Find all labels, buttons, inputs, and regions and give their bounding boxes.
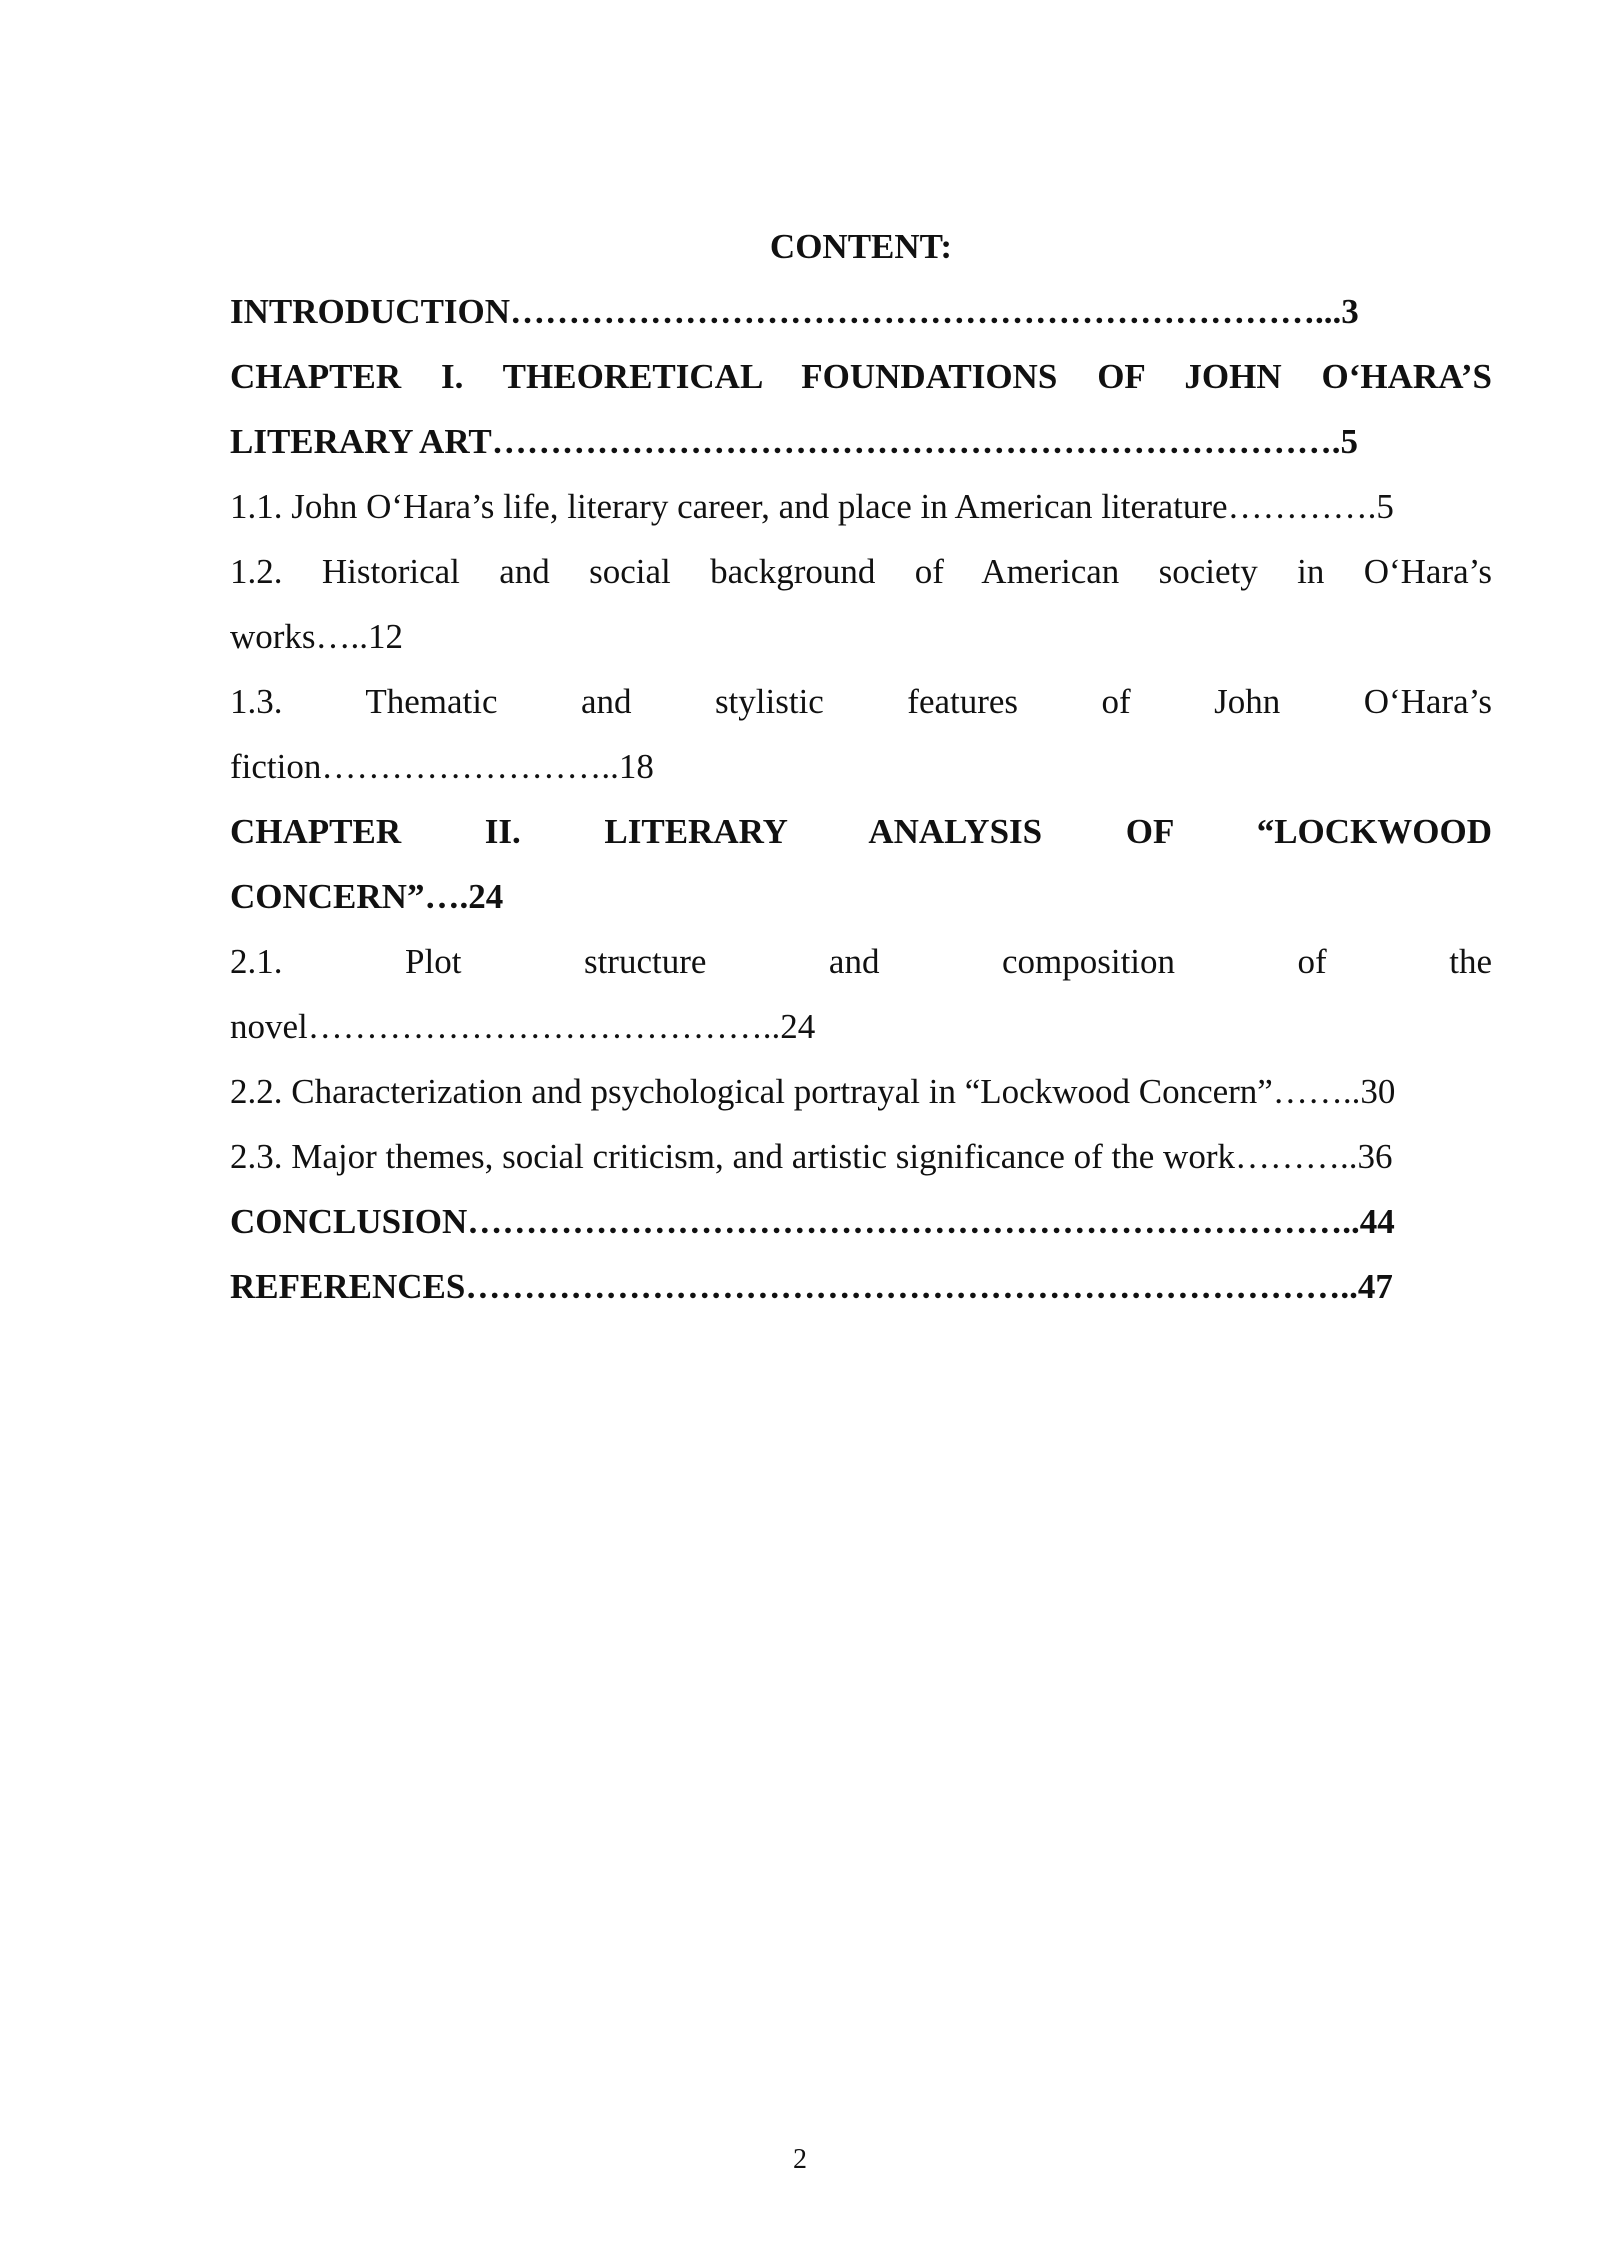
toc-entry-introduction: INTRODUCTION……………………………………………………………...3	[230, 292, 1359, 331]
toc-entry-references: REFERENCES…………………………………………………………………..47	[230, 1267, 1393, 1306]
table-of-contents	[230, 214, 1492, 1319]
toc-entry-2-3: 2.3. Major themes, social criticism, and artistic significance of the work………..36	[230, 1137, 1393, 1176]
toc-entry-2-1: 2.1. Plot structure and composition of the	[230, 942, 1492, 981]
toc-entry-chapter-2-heading: CHAPTER II. LITERARY ANALYSIS OF “LOCKWOOD	[230, 812, 1492, 851]
toc-entry-1-1: 1.1. John O‘Hara’s life, literary career, and place in American literature………….5	[230, 487, 1394, 526]
toc-entry-2-1-cont: novel…………………………………..24	[230, 1007, 816, 1046]
toc-entry-chapter-1-heading: CHAPTER I. THEORETICAL FOUNDATIONS OF JOHN O‘HARA’S	[230, 357, 1492, 396]
toc-entry-1-3: 1.3. Thematic and stylistic features of John O‘Hara’s	[230, 682, 1492, 721]
toc-entry-2-2: 2.2. Characterization and psychological portrayal in “Lockwood Concern”……..30	[230, 1072, 1396, 1111]
toc-entry-1-3-cont: fiction……………………..18	[230, 747, 654, 786]
toc-entry-chapter-2-heading-cont: CONCERN”….24	[230, 877, 504, 916]
toc-title: CONTENT:	[769, 227, 953, 266]
toc-entry-conclusion: CONCLUSION…………………………………………………………………..44	[230, 1202, 1395, 1241]
page-number: 2	[793, 2144, 807, 2175]
toc-entry-1-2-cont: works…..12	[230, 617, 404, 656]
toc-entry-chapter-1-heading-cont: LITERARY ART……………………………………………………………….5	[230, 422, 1358, 461]
toc-entry-1-2: 1.2. Historical and social background of American society in O‘Hara’s	[230, 552, 1492, 591]
